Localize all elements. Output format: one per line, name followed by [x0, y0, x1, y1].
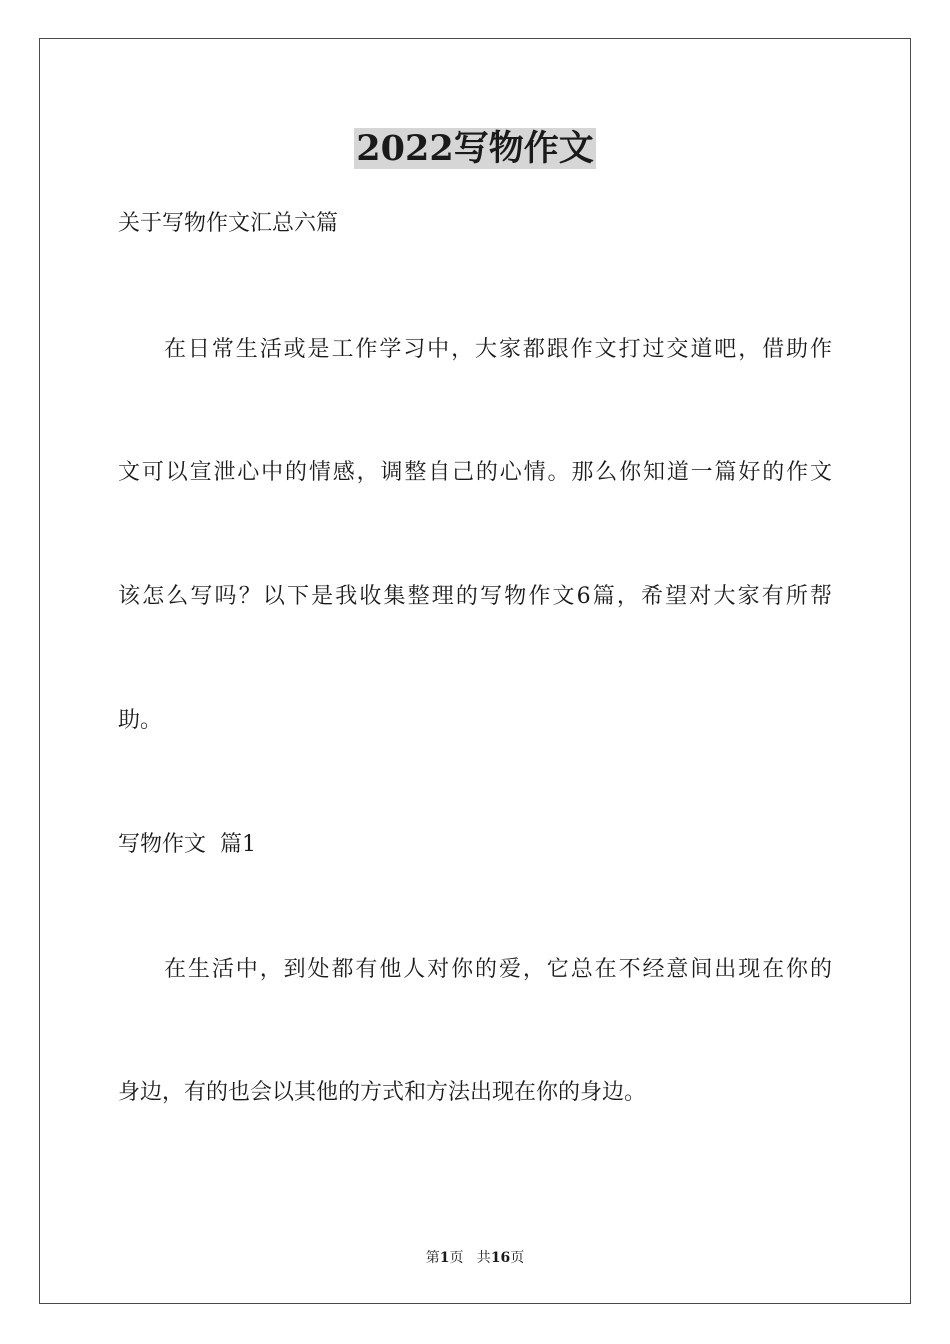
footer-prefix: 第 [425, 1250, 440, 1266]
section-line-1: 在生活中，到处都有他人对你的爱，它总在不经意间出现在你的 [164, 957, 832, 982]
section-heading: 写物作文 篇1 [118, 832, 256, 857]
footer-total-pages: 16 [490, 1250, 511, 1266]
document-subtitle: 关于写物作文汇总六篇 [118, 211, 339, 236]
section-line-2: 身边，有的也会以其他的方式和方法出现在你的身边。 [118, 1080, 647, 1105]
intro-line-4: 助。 [118, 708, 163, 733]
footer-current-page: 1 [439, 1250, 450, 1266]
intro-line-3: 该怎么写吗？以下是我收集整理的写物作文6篇，希望对大家有所帮 [118, 584, 832, 609]
footer-suffix: 页 [510, 1250, 525, 1266]
intro-line-1: 在日常生活或是工作学习中，大家都跟作文打过交道吧，借助作 [164, 337, 832, 362]
document-title-text: 2022写物作文 [356, 128, 594, 169]
intro-line-2: 文可以宣泄心中的情感，调整自己的心情。那么你知道一篇好的作文 [118, 460, 832, 485]
footer-mid: 页 共 [449, 1250, 491, 1266]
document-title [0, 127, 950, 171]
page-footer [0, 1248, 950, 1268]
